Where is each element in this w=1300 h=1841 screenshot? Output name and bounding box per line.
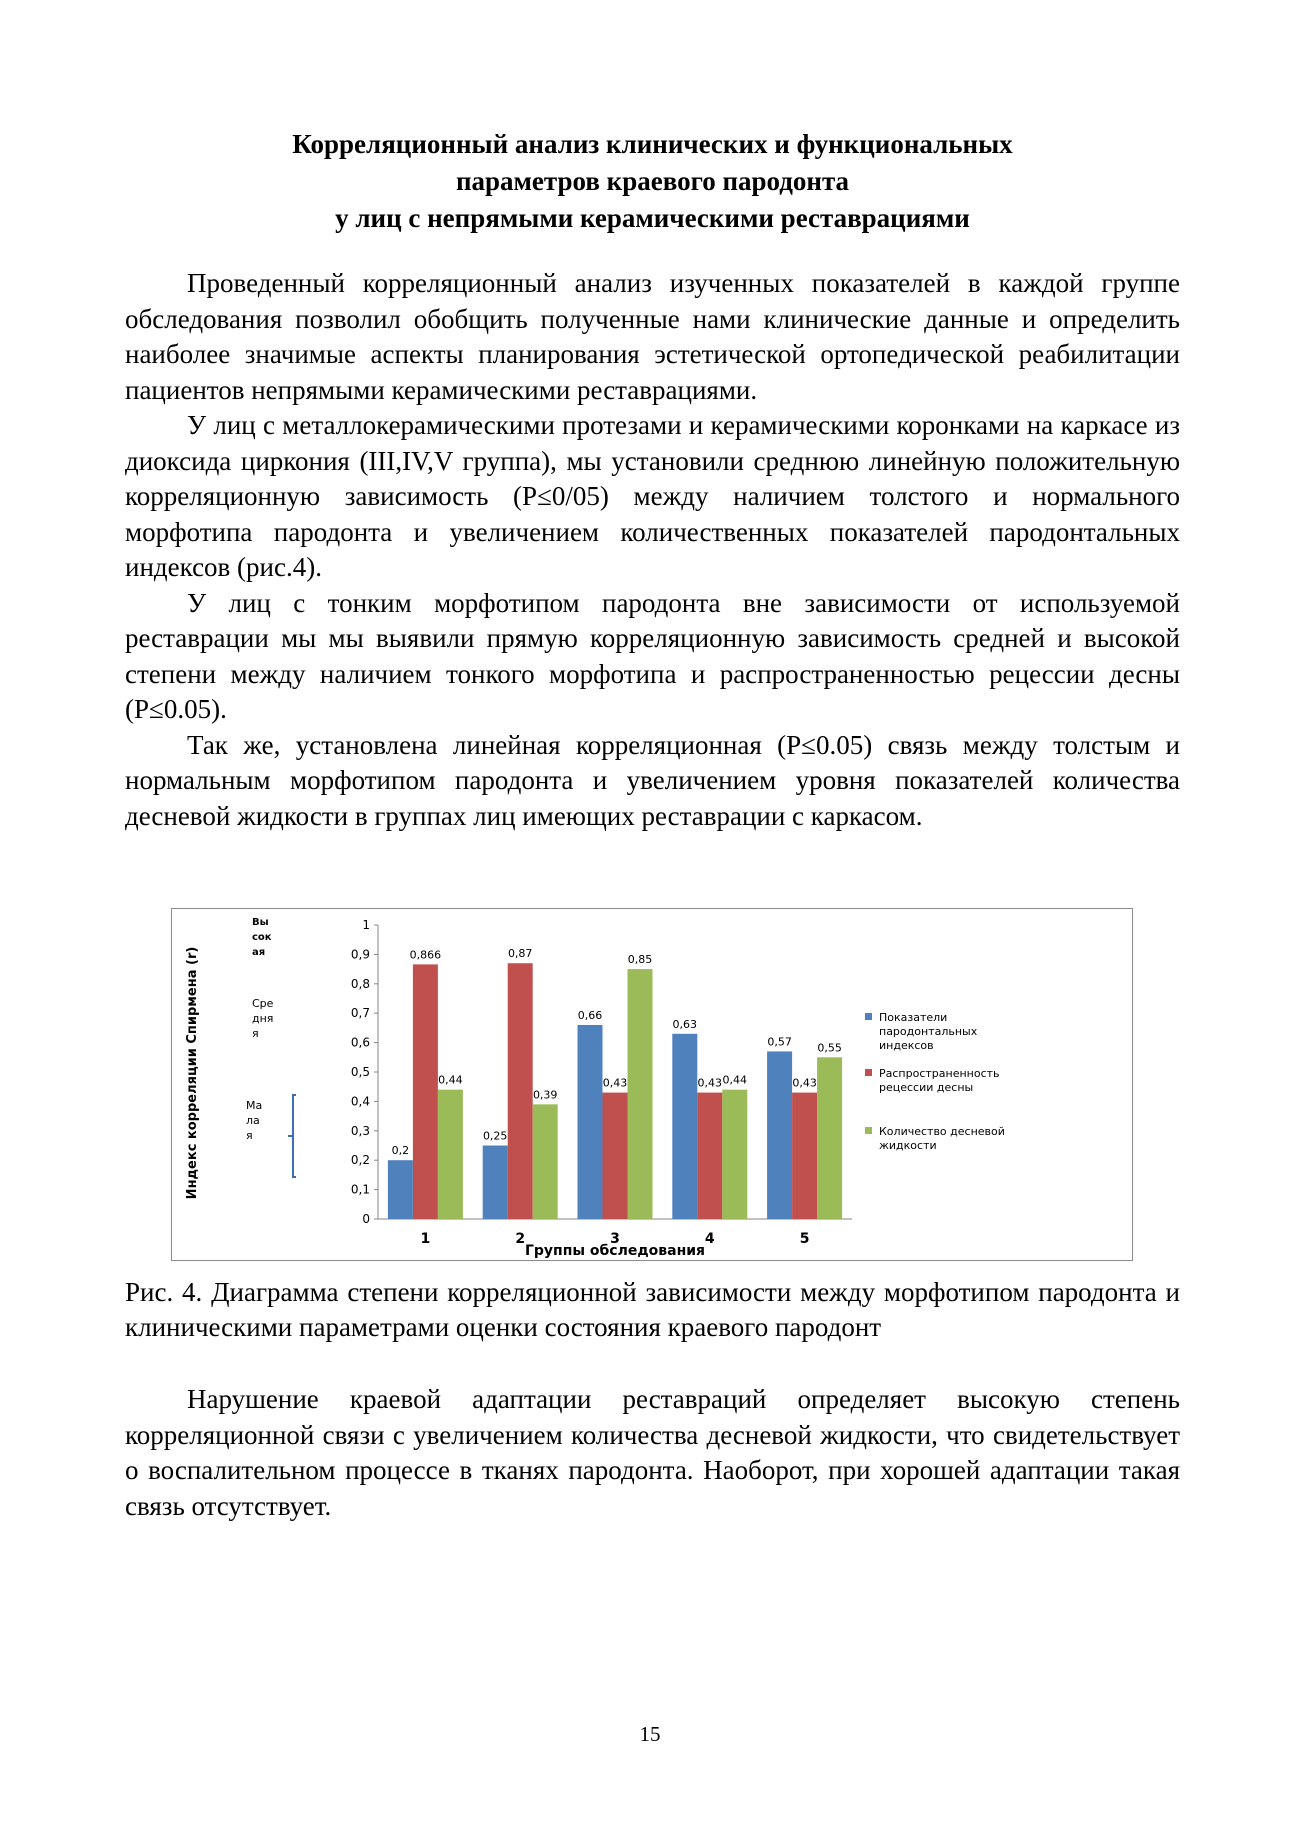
- data-label: 0,866: [409, 948, 442, 962]
- y-tick-label: 0,7: [350, 1006, 370, 1021]
- paragraph: У лиц с тонким морфотипом пародонта вне зависимости от используемой реставрации мы мы выявили прямую корреляционную зависимость средней и высокой степени между наличием тонкого морфотипа и распространенностью рецессии десны (P≤0.05).: [125, 587, 1180, 724]
- data-label: 0,43: [697, 1076, 723, 1090]
- bar-2-group-3: [603, 1093, 628, 1219]
- legend-label: Количество десневой: [879, 1125, 1005, 1138]
- figure-caption: Рис. 4. Диаграмма степени корреляционной зависимости между морфотипом пародонта и клиническими параметрами оценки состояния краевого пародонт: [125, 1277, 1180, 1342]
- y-axis-title: Индекс корреляции Спирмена (r): [185, 946, 200, 1200]
- y-tick-label: 0,3: [350, 1123, 370, 1138]
- strength-label: я: [252, 1027, 259, 1040]
- x-tick-label: 1: [420, 1231, 431, 1247]
- paragraph: Нарушение краевой адаптации реставраций определяет высокую степень корреляционной связи с увеличением количества десневой жидкости, что свидетельствует о воспалительном процессе в тканях пародонта. Наоборот, при хорошей адаптации такая связь отсутствует.: [125, 1384, 1180, 1521]
- bar-3-group-3: [628, 969, 653, 1219]
- bar-2-group-1: [413, 964, 438, 1219]
- page-number: 15: [639, 1722, 661, 1746]
- x-tick-label: 4: [704, 1231, 715, 1247]
- data-label: 0,87: [507, 947, 533, 961]
- title-line-2: параметров краевого пародонта: [455, 166, 850, 196]
- bar-2-group-5: [792, 1093, 817, 1219]
- legend-label: индексов: [879, 1039, 934, 1052]
- legend-label: пародонтальных: [879, 1025, 978, 1038]
- closing-text: [125, 1382, 1180, 1524]
- strength-label: сок: [252, 932, 272, 943]
- data-label: 0,43: [792, 1076, 817, 1090]
- y-tick-label: 0,9: [350, 947, 370, 962]
- y-tick-label: 0,4: [350, 1094, 370, 1109]
- y-tick-label: 0,2: [350, 1153, 370, 1168]
- y-tick-label: 0,5: [350, 1065, 370, 1079]
- y-tick-label: 0,8: [350, 976, 370, 991]
- main-text: [125, 266, 1180, 834]
- strength-label: ла: [246, 1114, 260, 1127]
- document-title: [125, 126, 1180, 237]
- data-label: 0,85: [627, 953, 653, 967]
- legend-swatch: [865, 1069, 872, 1076]
- strength-label: Сре: [252, 997, 274, 1010]
- strength-label: Вы: [252, 917, 269, 928]
- x-tick-label: 3: [610, 1231, 620, 1247]
- bar-2-group-2: [508, 963, 533, 1219]
- data-label: 0,66: [577, 1008, 603, 1022]
- correlation-chart: [171, 908, 1133, 1261]
- y-tick-label: 0: [362, 1212, 370, 1226]
- paragraph: У лиц с металлокерамическими протезами и керамическими коронками на каркасе из диоксида циркония (III,IV,V группа), мы установили среднюю линейную положительную корреляционную зависимость (P≤0/05) между наличием толстого и нормального морфотипа пародонта и увеличением количественных показателей пародонтальных индексов (рис.4).: [125, 410, 1180, 582]
- legend-swatch: [865, 1127, 872, 1134]
- x-tick-label: 2: [515, 1231, 526, 1247]
- x-tick-label: 5: [799, 1231, 810, 1247]
- paragraph: Так же, установлена линейная корреляционная (P≤0.05) связь между толстым и нормальным морфотипом пародонта и увеличением уровня показателей количества десневой жидкости в группах лиц имеющих реставрации с каркасом.: [125, 729, 1180, 831]
- legend-label: рецессии десны: [879, 1081, 974, 1094]
- bar-3-group-5: [817, 1057, 842, 1219]
- data-label: 0,63: [672, 1017, 698, 1031]
- data-label: 0,44: [438, 1073, 463, 1087]
- y-tick-label: 1: [362, 918, 370, 932]
- bar-1-group-3: [578, 1025, 603, 1219]
- bar-1-group-1: [388, 1160, 413, 1219]
- y-tick-label: 0,1: [350, 1182, 370, 1197]
- strength-label: я: [246, 1129, 253, 1142]
- bar-2-group-4: [697, 1093, 722, 1219]
- strength-label: дня: [252, 1012, 274, 1025]
- bar-1-group-5: [767, 1051, 792, 1219]
- bar-3-group-1: [438, 1090, 463, 1219]
- x-axis-title: Группы обследования: [524, 1243, 706, 1259]
- chart-svg: [172, 909, 1132, 1260]
- bar-3-group-4: [722, 1090, 747, 1219]
- legend-label: жидкости: [879, 1139, 937, 1152]
- data-label: 0,43: [602, 1076, 628, 1090]
- data-label: 0,57: [767, 1035, 792, 1049]
- data-label: 0,55: [817, 1041, 842, 1055]
- data-label: 0,25: [482, 1129, 508, 1143]
- data-label: 0,39: [532, 1088, 558, 1102]
- data-label: 0,2: [391, 1144, 410, 1158]
- legend-swatch: [865, 1013, 872, 1020]
- legend-label: Показатели: [879, 1011, 948, 1024]
- bar-1-group-2: [483, 1146, 508, 1220]
- strength-label: ая: [252, 947, 266, 958]
- title-line-3: у лиц с непрямыми керамическими реставрациями: [335, 203, 970, 233]
- strength-bracket: [293, 1095, 296, 1177]
- bar-1-group-4: [672, 1034, 697, 1219]
- paragraph: Проведенный корреляционный анализ изученных показателей в каждой группе обследования позволил обобщить полученные нами клинические данные и определить наиболее значимые аспекты планирования эстетической ортопедической реабилитации пациентов непрямыми керамическими реставрациями.: [125, 268, 1180, 405]
- bar-3-group-2: [533, 1104, 558, 1219]
- y-tick-label: 0,6: [350, 1035, 370, 1050]
- legend-label: Распространенность: [879, 1067, 1000, 1080]
- strength-label: Ма: [246, 1099, 263, 1112]
- data-label: 0,44: [722, 1073, 748, 1087]
- title-line-1: Корреляционный анализ клинических и функциональных: [292, 129, 1013, 159]
